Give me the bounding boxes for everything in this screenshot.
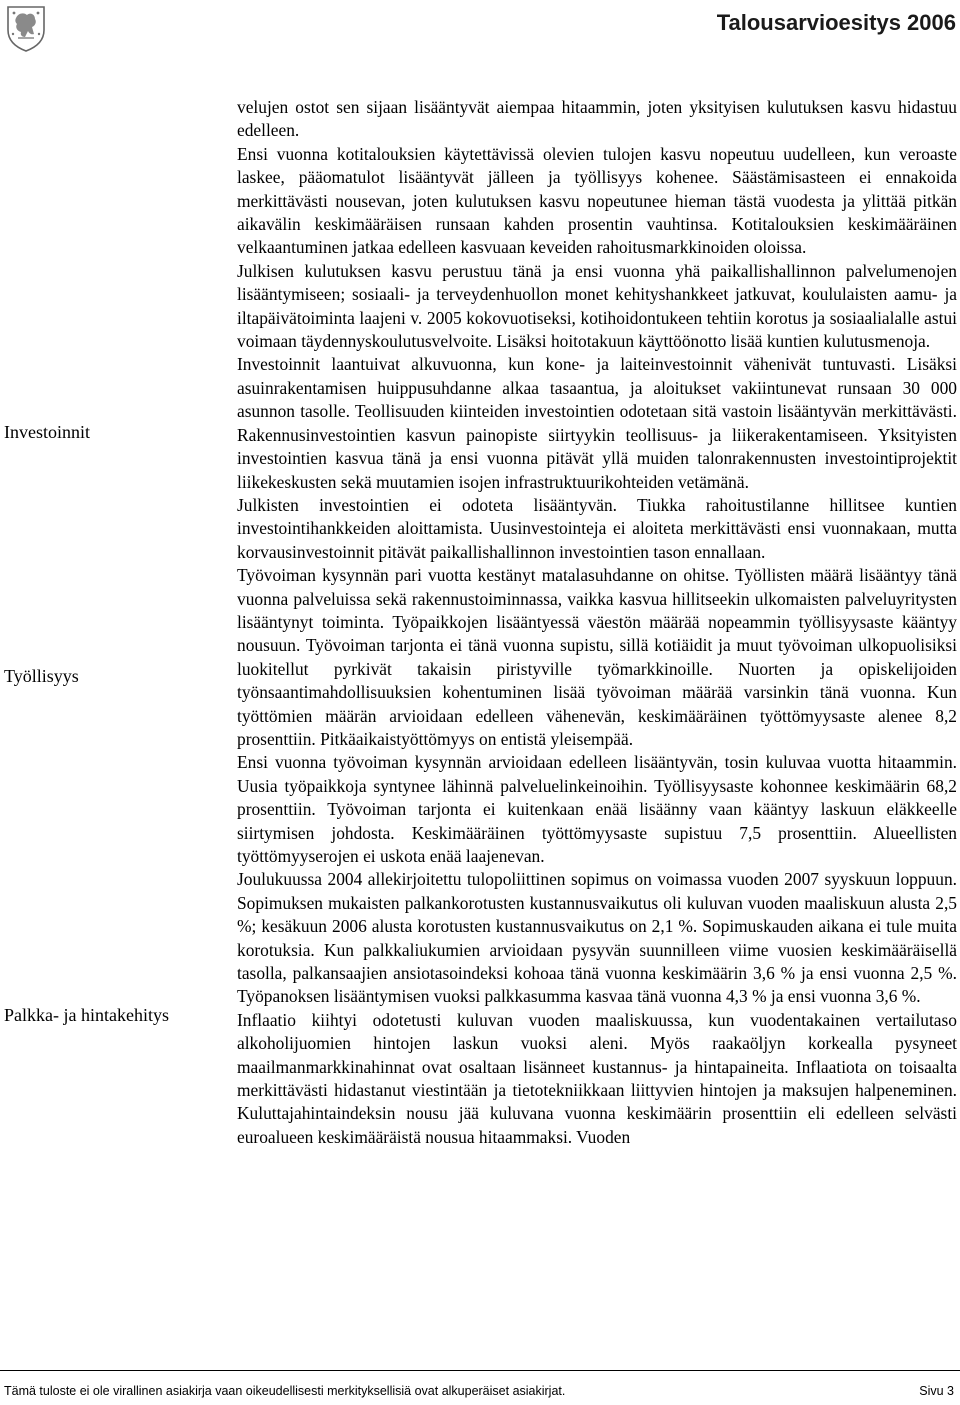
finnish-lion-crest-icon	[4, 4, 48, 52]
footer-divider	[0, 1370, 960, 1371]
paragraph: Ensi vuonna työvoiman kysynnän arvioidaan edelleen lisääntyvän, tosin kuluvaa vuotta hitaammin. Uusia työpaikkoja syntynee lähinnä palveluelinkeinoihin. Työllisyysaste kohonnee keskimäärin 68,2 prosenttiin. Työvoiman tarjonta ei kuitenkaan enää lisäänny vaan kääntyy laskuun eläkkeelle siirtymisen johdosta. Keskimääräinen työttömyysaste supistuu 7,5 prosenttiin. Alueellisten työttömyyserojen ei uskota enää laajenevan.	[237, 752, 957, 866]
paragraph: velujen ostot sen sijaan lisääntyvät aiempaa hitaammin, joten yksityisen kulutuksen kasvu hidastuu edelleen.	[237, 97, 957, 141]
side-label-investoinnit: Investoinnit	[4, 422, 90, 442]
side-label-palkka-ja-hintakehitys: Palkka- ja hintakehitys	[4, 1005, 169, 1025]
paragraph: Julkisen kulutuksen kasvu perustuu tänä ja ensi vuonna yhä paikallishallinnon palvelumenojen lisääntymiseen; sosiaali- ja terveydenhuollon monet kehityshankkeet jatkuvat, koululaisten aamu- ja iltapäivätoiminta laajeni v. 2005 kokovuotiseksi, kotihoidontukeen tehtiin korotus ja sosiaalialalle astui voimaan täydennyskoulutusvelvoite. Lisäksi hoitotakuun käyttöönotto lisää kuntien kulutusmenoja.	[237, 260, 957, 352]
body-text	[237, 96, 957, 1149]
document-title: Talousarvioesitys 2006	[716, 10, 956, 35]
footer-disclaimer: Tämä tuloste ei ole virallinen asiakirja vaan oikeudellisesti merkityksellisiä ovat alkuperäiset asiakirjat.	[4, 1384, 566, 1398]
paragraph: Työvoiman kysynnän pari vuotta kestänyt matalasuhdanne on ohitse. Työllisten määrä lisääntyy tänä vuonna palveluissa sekä rakennustoiminnassa, vaikka kasvua hillitseekin ulkomaisten palveluyritysten lisääntynyt toiminta. Työpaikkojen lisääntyessä väestön määrää nopeammin työllisyysaste kääntyy nousuun. Työvoiman tarjonta ei tänä vuonna supistu, sillä kotiäidit ja muut työvoiman ulkopuolisiksi luokitellut pyrkivät takaisin piristyville työmarkkinoille. Nuorten ja opiskelijoiden työnsaantimahdollisuuksien kohentuminen lisää työvoiman määrää varsinkin tänä vuonna. Kun työttömien määrän arvioidaan edelleen vähenevän, keskimääräinen työttömyysaste alenee 8,2 prosenttiin. Pitkäaikaistyöttömyys on entistä yleisempää.	[237, 565, 957, 749]
paragraph: Ensi vuonna kotitalouksien käytettävissä olevien tulojen kasvu nopeutuu uudelleen, kun veroaste laskee, pääomatulot lisääntyvät jälleen ja työllisyys kohenee. Säästämisasteen ei ennakoida merkittävästi nousevan, joten kulutuksen kasvu nopeutunee hieman tästä vuodesta ja ylittää pitkän aikavälin keskimääräisen runsaan kahden prosentin vauhtinsa. Kotitalouksien keskimääräinen velkaantuminen jatkaa edelleen kasvuaan keveiden rahoitusmarkkinoiden oloissa.	[237, 143, 957, 258]
paragraph: Inflaatio kiihtyi odotetusti kuluvan vuoden maaliskuussa, kun vuodentakainen vertailutaso alkoholijuomien hintojen laskun vuoksi aleni. Myös raakaöljyn korkealla pysyneet maailmanmarkkinahinnat ovat osaltaan lisänneet kustannus- ja hintapaineita. Inflaatiota on toisaalta merkittävästi hidastanut viestintään ja tietotekniikkaan liittyvien hintojen ja maksujen halpeneminen. Kuluttajahintaindeksin nousu jää kuluvana vuonna keskimäärin prosenttiin eli edelleen selvästi euroalueen keskimääräistä nousua hitaammaksi. Vuoden	[237, 1009, 957, 1147]
side-label-tyollisyys: Työllisyys	[4, 666, 79, 686]
paragraph: Investoinnit laantuivat alkuvuonna, kun kone- ja laiteinvestoinnit vähenivät tuntuvasti. Lisäksi asuinrakentamisen huippusuhdanne alkaa tasaantua, ja aloitukset vakiintunevat runsaan 30 000 asunnon tasolle. Teollisuuden kiinteiden investointien odotetaan sitä vastoin lisääntyvän merkittävästi. Rakennusinvestointien kasvun painopiste siirtyykin teollisuus- ja liikerakentamiseen. Yksityisten investointien kasvua tänä ja ensi vuonna pitävät yllä muiden talonrakennusten investointiprojektit liikekeskusten sekä muutamien isojen infrastruktuurikohteiden vetämänä.	[237, 354, 957, 492]
page-number: Sivu 3	[919, 1384, 954, 1398]
paragraph: Julkisten investointien ei odoteta lisääntyvän. Tiukka rahoitustilanne hillitsee kuntien investointihankkeiden aloittamista. Uusinvestointeja ei aloiteta merkittävästi ensi vuonnakaan, mutta korvausinvestoinnit pitävät paikallishallinnon investointien tason ennallaan.	[237, 494, 957, 562]
paragraph: Joulukuussa 2004 allekirjoitettu tulopoliittinen sopimus on voimassa vuoden 2007 syyskuun loppuun. Sopimuksen mukaisten palkankorotusten kustannusvaikutus oli kuluvan vuoden maaliskuun alusta 2,5 %; kesäkuun 2006 alusta korotusten kustannusvaikutus on 2,1 %. Sopimuskauden aikana ei tule muita korotuksia. Kun palkkaliukumien arvioidaan pysyvän suunnilleen viime vuosien keskimääräisellä tasolla, palkansaajien ansiotasoindeksi kohoaa tänä vuonna keskimäärin 3,6 % ja ensi vuonna 2,5 %. Työpanoksen lisääntymisen vuoksi palkkasumma kasvaa tänä vuonna 4,3 % ja ensi vuonna 3,6 %.	[237, 869, 957, 1007]
